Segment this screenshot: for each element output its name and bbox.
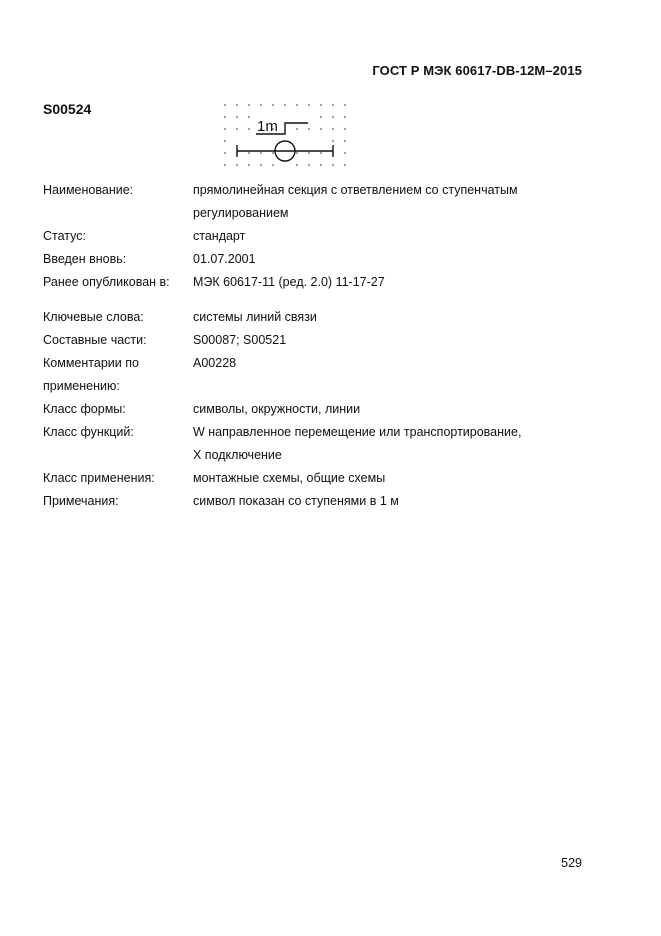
attribute-value-line: X подключение bbox=[193, 448, 282, 462]
attribute-row bbox=[43, 490, 603, 513]
document-standard-header: ГОСТ Р МЭК 60617-DB-12M–2015 bbox=[372, 63, 582, 78]
attribute-row bbox=[43, 467, 603, 490]
attribute-row bbox=[43, 306, 603, 329]
attribute-value bbox=[193, 225, 603, 248]
attribute-row bbox=[43, 225, 603, 248]
attribute-label: Класс функций: bbox=[43, 425, 134, 439]
attribute-value-line: прямолинейная секция с ответвлением со ступенчатым bbox=[193, 183, 518, 197]
attribute-value-line: стандарт bbox=[193, 229, 246, 243]
attribute-label: Ключевые слова: bbox=[43, 310, 144, 324]
attribute-label: Класс формы: bbox=[43, 402, 126, 416]
attribute-value-line: символы, окружности, линии bbox=[193, 402, 361, 416]
attribute-label: Ранее опубликован в: bbox=[43, 275, 170, 289]
attribute-label: Составные части: bbox=[43, 333, 147, 347]
attribute-label-line: применению: bbox=[43, 379, 120, 393]
attribute-value bbox=[193, 421, 603, 467]
attribute-value bbox=[193, 248, 603, 271]
attribute-label: Наименование: bbox=[43, 183, 134, 197]
attribute-value-line: A00228 bbox=[193, 356, 237, 370]
attribute-value-line: W направленное перемещение или транспортирование, bbox=[193, 425, 522, 439]
attribute-value bbox=[193, 271, 603, 294]
attribute-row bbox=[43, 421, 603, 467]
attribute-value bbox=[193, 490, 603, 513]
attribute-label bbox=[43, 352, 193, 398]
attribute-value bbox=[193, 306, 603, 329]
attribute-value bbox=[193, 329, 603, 352]
attribute-label: Введен вновь: bbox=[43, 252, 127, 266]
attribute-label: Класс применения: bbox=[43, 471, 155, 485]
attribute-row bbox=[43, 352, 603, 398]
attribute-row bbox=[43, 179, 603, 225]
attribute-value-line: символ показан со ступенями в 1 м bbox=[193, 494, 399, 508]
straight-branch-section-symbol bbox=[220, 100, 350, 170]
attribute-value bbox=[193, 467, 603, 490]
page-number: 529 bbox=[561, 856, 582, 870]
attribute-value-line: монтажные схемы, общие схемы bbox=[193, 471, 386, 485]
attribute-value-line: S00087; S00521 bbox=[193, 333, 287, 347]
attribute-value bbox=[193, 352, 603, 398]
attribute-value-line: МЭК 60617-11 (ред. 2.0) 11-17-27 bbox=[193, 275, 385, 289]
attribute-value-line: 01.07.2001 bbox=[193, 252, 256, 266]
attribute-row bbox=[43, 271, 603, 294]
attribute-label: Примечания: bbox=[43, 494, 119, 508]
symbol-attributes bbox=[43, 179, 603, 513]
attribute-value bbox=[193, 398, 603, 421]
symbol-code: S00524 bbox=[43, 101, 92, 117]
attribute-row bbox=[43, 398, 603, 421]
attribute-row bbox=[43, 329, 603, 352]
attribute-row bbox=[43, 248, 603, 271]
attribute-value-line: системы линий связи bbox=[193, 310, 317, 324]
symbol-lines bbox=[237, 123, 333, 161]
attribute-label: Статус: bbox=[43, 229, 86, 243]
grid-dots bbox=[224, 104, 346, 166]
attribute-value bbox=[193, 179, 603, 225]
attribute-label-line: Комментарии по bbox=[43, 356, 139, 370]
attribute-value-line: регулированием bbox=[193, 206, 289, 220]
step-label: 1m bbox=[257, 118, 278, 135]
